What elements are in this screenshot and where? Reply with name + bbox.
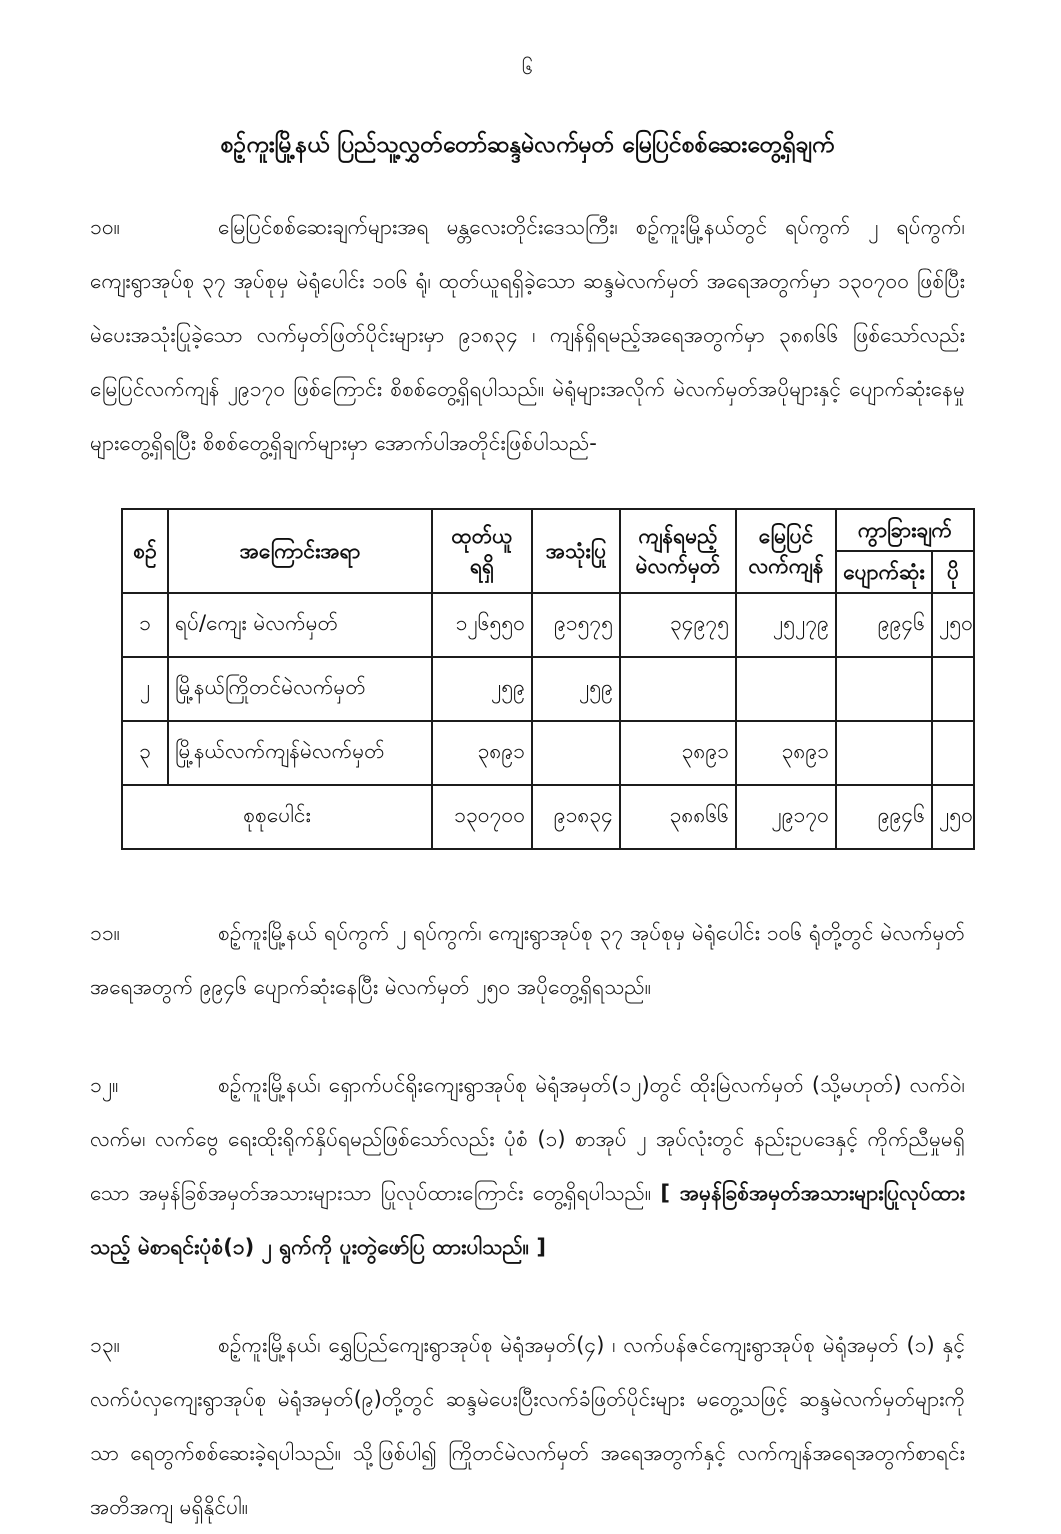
header-remaining-line2: မဲလက်မှတ် [635, 554, 721, 578]
paragraph-11 [90, 906, 965, 1014]
header-remaining-line1: ကျန်ရမည့် [638, 523, 718, 548]
table-cell: ၃၈၉၁ [432, 721, 532, 785]
table-cell: ၂၅၉ [532, 657, 620, 721]
document-title: စဉ့်ကူးမြို့နယ် ပြည်သူ့လွှတ်တော်ဆန္ဒမဲလက်မှတ် မြေပြင်စစ်ဆေးတွေ့ရှိချက် [220, 132, 835, 158]
table-row-2 [122, 657, 974, 721]
table-cell: ၃၈၉၁ [620, 721, 736, 785]
paragraph-11-number: ၁၁။ [90, 921, 120, 945]
paragraph-13 [90, 1318, 965, 1534]
paragraph-13-number: ၁၃။ [90, 1333, 120, 1357]
paragraph-12-number: ၁၂။ [90, 1073, 119, 1097]
total-cell: ၂၅၀ [932, 785, 974, 849]
total-cell: ၉၁၈၃၄ [532, 785, 620, 849]
header-cell-ground-balance [736, 509, 836, 593]
header-cell-used: အသုံးပြု [532, 509, 620, 593]
table-cell: မြို့နယ်လက်ကျန်မဲလက်မှတ် [168, 721, 432, 785]
table-cell: ၃၈၉၁ [736, 721, 836, 785]
header-cell-subject: အကြောင်းအရာ [168, 509, 432, 593]
total-cell: ၃၈၈၆၆ [620, 785, 736, 849]
table-cell: ၂၅၉ [432, 657, 532, 721]
header-cell-extra: ပို [932, 551, 974, 593]
table-total-row [122, 785, 974, 849]
table-cell [836, 721, 932, 785]
table-row-3 [122, 721, 974, 785]
paragraph-12-text: စဉ့်ကူးမြို့နယ်၊ ရှောက်ပင်ရိုးကျေးရွာအုပ်စု မဲရုံအမှတ်(၁၂)တွင် ထိုးမြဲလက်မှတ် (သို့မဟုတ်) လက်ဝဲ၊ လက်မ၊ လက်ဗွေ ရေးထိုးရိုက်နှိပ်ရမည်ဖြစ်သော်လည်း ပုံစံ (၁) စာအုပ် ၂ အုပ်လုံးတွင် နည်းဥပဒေနှင့် ကိုက်ညီမှုမရှိသော အမှန်ခြစ်အမှတ်အသားများသာ ပြုလုပ်ထားကြောင်း တွေ့ရှိရပါသည်။ [90, 1073, 965, 1205]
header-received-line2: ရရှိ [469, 554, 495, 578]
header-cell-missing: ပျောက်ဆုံး [836, 551, 932, 593]
total-label-cell: စုစုပေါင်း [122, 785, 432, 849]
table-cell [620, 657, 736, 721]
table-cell: ၂ [122, 657, 168, 721]
header-cell-remaining [620, 509, 736, 593]
total-cell: ၂၉၁၇၀ [736, 785, 836, 849]
header-cell-received [432, 509, 532, 593]
table-cell [836, 657, 932, 721]
table-cell: ၁ [122, 593, 168, 657]
table-cell [532, 721, 620, 785]
table-cell: ရပ်/ကျေး မဲလက်မှတ် [168, 593, 432, 657]
header-received-line1: ထုတ်ယူ [451, 523, 513, 548]
table-cell [932, 721, 974, 785]
page-number: ၆ [521, 55, 534, 79]
header-ground-line2: လက်ကျန် [748, 554, 824, 578]
table-cell: ၂၅၂၇၉ [736, 593, 836, 657]
paragraph-12 [90, 1058, 965, 1274]
table-cell: ၁၂၆၅၅၀ [432, 593, 532, 657]
table-cell: ၉၁၅၇၅ [532, 593, 620, 657]
paragraph-10-number: ၁၀။ [90, 215, 120, 239]
table-cell: ၂၅၀ [932, 593, 974, 657]
header-ground-line1: မြေပြင် [758, 523, 814, 548]
ballot-summary-table [121, 508, 975, 850]
header-cell-difference: ကွာခြားချက် [836, 509, 974, 551]
table-cell: မြို့နယ်ကြိုတင်မဲလက်မှတ် [168, 657, 432, 721]
total-cell: ၁၃၀၇၀၀ [432, 785, 532, 849]
paragraph-11-text: စဉ့်ကူးမြို့နယ် ရပ်ကွက် ၂ ရပ်ကွက်၊ ကျေးရွာအုပ်စု ၃၇ အုပ်စုမှ မဲရုံပေါင်း ၁၀၆ ရုံတို့တွင် မဲလက်မှတ်အရေအတွက် ၉၉၄၆ ပျောက်ဆုံးနေပြီး မဲလက်မှတ် ၂၅၀ အပိုတွေ့ရှိရသည်။ [90, 921, 965, 999]
paragraph-13-text: စဉ့်ကူးမြို့နယ်၊ ရွှေပြည်ကျေးရွာအုပ်စု မဲရုံအမှတ်(၄) ၊ လက်ပန်ဇင်ကျေးရွာအုပ်စု မဲရုံအမှတ် (၁) နှင့် လက်ပံလှကျေးရွာအုပ်စု မဲရုံအမှတ်(၉)တို့တွင် ဆန္ဒမဲပေးပြီးလက်ခံဖြတ်ပိုင်းများ မတွေ့သဖြင့် ဆန္ဒမဲလက်မှတ်များကိုသာ ရေတွက်စစ်ဆေးခဲ့ရပါသည်။ သို့ဖြစ်ပါ၍ ကြိုတင်မဲလက်မှတ် အရေအတွက်နှင့် လက်ကျန်အရေအတွက်စာရင်း အတိအကျ မရှိနိုင်ပါ။ [90, 1333, 965, 1519]
table-row-1 [122, 593, 974, 657]
table-cell [736, 657, 836, 721]
paragraph-12-bold-text: [ အမှန်ခြစ်အမှတ်အသားများပြုလုပ်ထားသည့် မဲစာရင်းပုံစံ(၁) ၂ ရွက်ကို ပူးတွဲဖော်ပြ ထားပါသည်။ ] [90, 1181, 965, 1259]
table-cell: ၃ [122, 721, 168, 785]
total-cell: ၉၉၄၆ [836, 785, 932, 849]
table-cell [932, 657, 974, 721]
header-cell-no: စဉ် [122, 509, 168, 593]
table-cell: ၉၉၄၆ [836, 593, 932, 657]
paragraph-10 [90, 200, 965, 470]
table-cell: ၃၄၉၇၅ [620, 593, 736, 657]
paragraph-10-text: မြေပြင်စစ်ဆေးချက်များအရ မန္တလေးတိုင်းဒေသကြီး၊ စဉ့်ကူးမြို့နယ်တွင် ရပ်ကွက် ၂ ရပ်ကွက်၊ ကျေးရွာအုပ်စု ၃၇ အုပ်စုမှ မဲရုံပေါင်း ၁၀၆ ရုံ၊ ထုတ်ယူရရှိခဲ့သော ဆန္ဒမဲလက်မှတ် အရေအတွက်မှာ ၁၃၀၇၀၀ ဖြစ်ပြီး မဲပေးအသုံးပြုခဲ့သော လက်မှတ်ဖြတ်ပိုင်းများမှာ ၉၁၈၃၄ ၊ ကျန်ရှိရမည့်အရေအတွက်မှာ ၃၈၈၆၆ ဖြစ်သော်လည်း မြေပြင်လက်ကျန် ၂၉၁၇၀ ဖြစ်ကြောင်း စိစစ်တွေ့ရှိရပါသည်။ မဲရုံများအလိုက် မဲလက်မှတ်အပိုများနှင့် ပျောက်ဆုံးနေမှုများတွေ့ရှိရပြီး စိစစ်တွေ့ရှိချက်များမှာ အောက်ပါအတိုင်းဖြစ်ပါသည်- [90, 215, 965, 455]
